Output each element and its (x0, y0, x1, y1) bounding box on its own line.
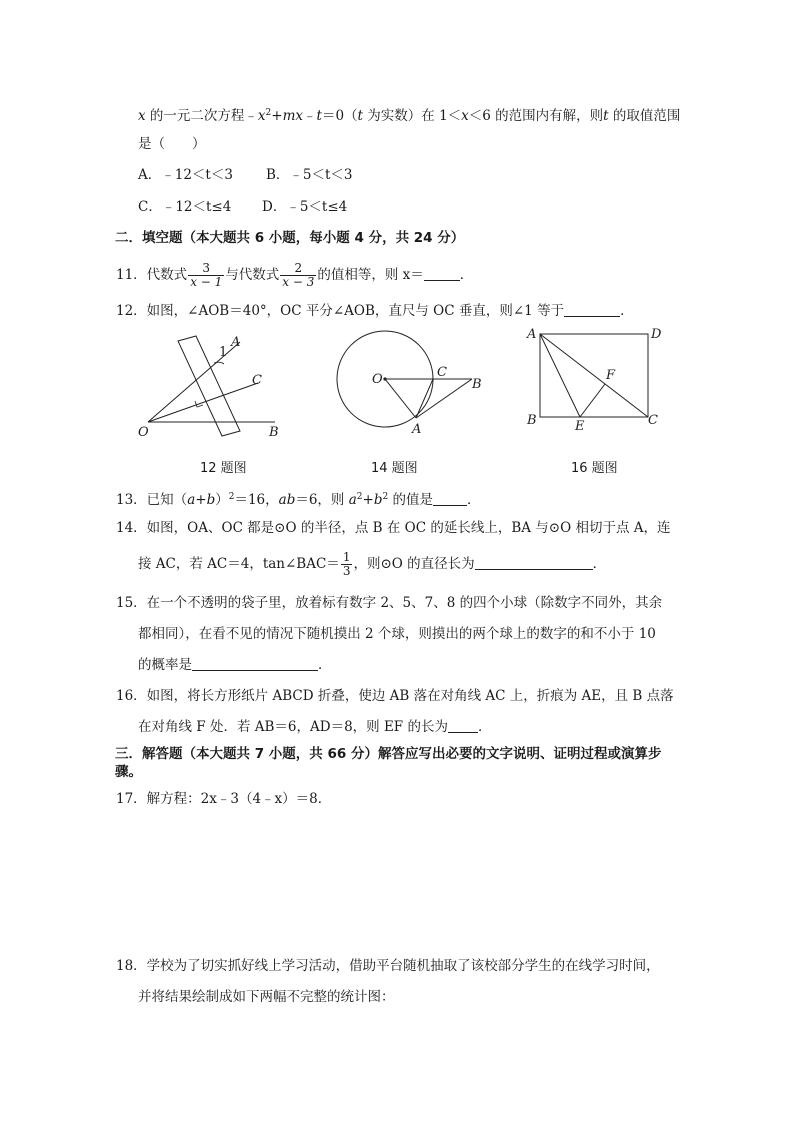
label-o: O (138, 425, 149, 440)
label-c: C (437, 365, 447, 380)
label-o: O (372, 372, 383, 387)
q11: 11．代数式 $\frac{3}{x - 1}$ 与代数式 $\frac{2}{x - 3}$ 的值相等，则 x＝ ． (116, 261, 474, 289)
section3-heading-line1: 三．解答题（本大题共 7 小题，共 66 分）解答应写出必要的文字说明、证明过程或演算步 (115, 746, 662, 762)
figure-14-caption: 14 题图 (371, 461, 418, 476)
q17: 17．解方程：2x﹣3（4﹣x）＝8． (116, 791, 332, 807)
label-b: B (472, 377, 482, 392)
q16-answer-blank[interactable] (448, 719, 478, 733)
q15-answer-blank[interactable] (192, 657, 318, 671)
figure-14 (330, 326, 490, 440)
q13-answer-blank[interactable] (433, 492, 467, 506)
figure-12-caption: 12 题图 (200, 461, 247, 476)
label-a: A (527, 327, 537, 342)
q10-option-c: C．﹣12＜t≤4 (138, 199, 232, 215)
q16-line1: 16．如图，将长方形纸片 ABCD 折叠，使边 AB 落在对角线 AC 上，折痕为 AE，且 B 点落 (116, 688, 674, 704)
q10-line2: 是（ ） (138, 136, 206, 152)
q14-line1: 14．如图，OA、OC 都是⊙O 的半径，点 B 在 OC 的延长线上，BA 与⊙O 相切于点 A，连 (116, 520, 671, 536)
segment-oa (385, 379, 416, 418)
q15-line2: 都相同），在看不见的情况下随机摸出 2 个球，则摸出的两个球上的数字的和不小于 10 (138, 626, 656, 642)
q10-option-b: B．﹣5＜t＜3 (266, 167, 353, 183)
ruler (178, 336, 240, 436)
label-d: D (651, 327, 662, 342)
section3-heading-line2: 骤。 (115, 764, 142, 780)
label-c: C (648, 413, 658, 428)
diagonal-ac (540, 334, 648, 417)
label-b: B (269, 425, 279, 440)
q14-fraction: $\frac{1}{3}$ (342, 550, 351, 578)
q18-line1: 18．学校为了切实抓好线上学习活动，借助平台随机抽取了该校部分学生的在线学习时间， (116, 958, 660, 974)
figure-16 (520, 322, 670, 437)
q18-line2: 并将结果绘制成如下两幅不完整的统计图： (138, 989, 395, 1005)
section2-heading: 二．填空题（本大题共 6 小题，每小题 4 分，共 24 分） (115, 230, 465, 246)
label-one: 1 (219, 345, 228, 360)
q11-fraction-1: $\frac{3}{x - 1}$ (190, 261, 223, 289)
figure-12 (130, 328, 300, 448)
label-c: C (252, 373, 262, 388)
q16-line2: 在对角线 F 处．若 AB＝6，AD＝8，则 EF 的长为 ． (138, 719, 492, 735)
q10-option-a: A．﹣12＜t＜3 (138, 167, 233, 183)
crease-ae (540, 334, 580, 417)
label-a: A (231, 335, 241, 350)
q10-line1: x 的一元二次方程$﹣x^2+mx﹣t=0(t$ 为实数）在 1＜x＜6 的范围内有解，则t 的取值范围 (138, 108, 681, 124)
q13: 13．已知$(a+b)^2=16$，ab＝6，则 $a^2+b^2$ 的值是 ． (116, 492, 481, 508)
q14-answer-blank[interactable] (475, 556, 593, 570)
q12-answer-blank[interactable] (564, 303, 620, 317)
figure-16-caption: 16 题图 (571, 461, 618, 476)
q11-fraction-2: $\frac{2}{x - 3}$ (282, 261, 315, 289)
q10-option-d: D．﹣5＜t≤4 (262, 199, 348, 215)
q15-line3: 的概率是 ． (138, 657, 332, 673)
label-a: A (412, 422, 422, 437)
q11-answer-blank[interactable] (424, 267, 460, 281)
q12: 12．如图，∠AOB＝40°，OC 平分∠AOB，直尺与 OC 垂直，则∠1 等于 ． (116, 303, 634, 319)
ray-oc (148, 383, 258, 422)
q14-line2: 接 AC，若 AC＝4，tan∠BAC＝ $\frac{1}{3}$ ，则⊙O 的直径长为 ． (138, 550, 607, 578)
label-b: B (527, 413, 537, 428)
label-f: F (606, 368, 616, 383)
segment-ef (580, 384, 605, 417)
q15-line1: 15．在一个不透明的袋子里，放着标有数字 2、5、7、8 的四个小球（除数字不同外，其余 (116, 595, 663, 611)
label-e: E (575, 419, 585, 434)
